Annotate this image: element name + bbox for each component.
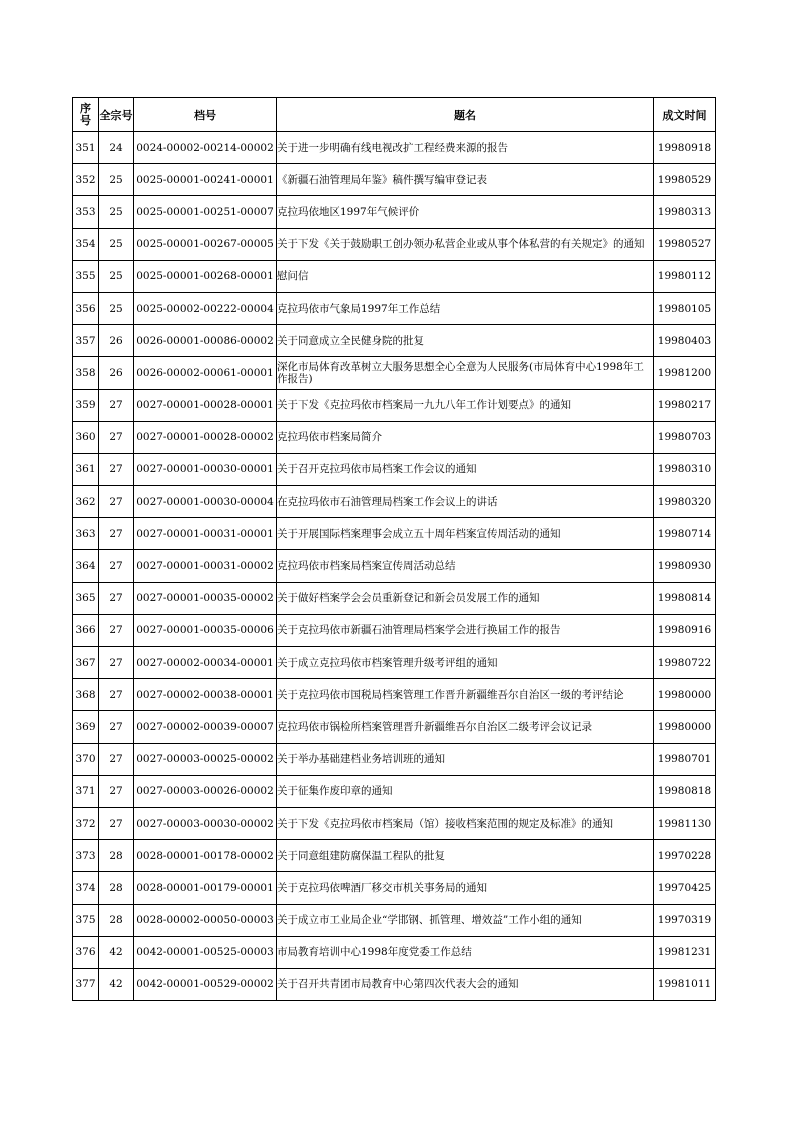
cell-index: 358 [73,357,99,389]
table-row [73,743,716,775]
cell-index: 357 [73,325,99,357]
cell-date: 19980105 [654,292,716,324]
cell-date: 19970425 [654,872,716,904]
cell-title: 关于召开共青团市局教育中心第四次代表大会的通知 [277,968,654,1000]
cell-title: 关于克拉玛依啤酒厂移交市机关事务局的通知 [277,872,654,904]
table-row [73,550,716,582]
cell-code: 0027-00001-00031-00002 [134,550,277,582]
cell-fonds: 25 [99,228,134,260]
cell-code: 0027-00002-00039-00007 [134,711,277,743]
cell-date: 19980722 [654,647,716,679]
cell-index: 366 [73,614,99,646]
cell-index: 377 [73,968,99,1000]
cell-fonds: 28 [99,872,134,904]
cell-code: 0026-00002-00061-00001 [134,357,277,389]
cell-fonds: 27 [99,775,134,807]
table-row [73,936,716,968]
cell-index: 371 [73,775,99,807]
cell-fonds: 27 [99,486,134,518]
cell-date: 19970319 [654,904,716,936]
cell-index: 365 [73,582,99,614]
cell-title: 克拉玛依市档案局简介 [277,421,654,453]
cell-title: 市局教育培训中心1998年度党委工作总结 [277,936,654,968]
header-title: 题名 [277,98,654,132]
cell-title: 关于下发《克拉玛依市档案局一九九八年工作计划要点》的通知 [277,389,654,421]
cell-title: 慰问信 [277,260,654,292]
cell-date: 19980320 [654,486,716,518]
cell-fonds: 27 [99,550,134,582]
cell-title: 克拉玛依市档案局档案宣传周活动总结 [277,550,654,582]
table-row [73,389,716,421]
cell-date: 19981130 [654,807,716,839]
cell-fonds: 25 [99,164,134,196]
cell-date: 19981231 [654,936,716,968]
cell-index: 369 [73,711,99,743]
cell-date: 19980000 [654,679,716,711]
cell-fonds: 27 [99,421,134,453]
table-row [73,872,716,904]
cell-date: 19980403 [654,325,716,357]
table-row [73,196,716,228]
table-row [73,164,716,196]
cell-title: 克拉玛依地区1997年气候评价 [277,196,654,228]
cell-title: 关于同意组建防腐保温工程队的批复 [277,840,654,872]
cell-fonds: 28 [99,840,134,872]
cell-date: 19970228 [654,840,716,872]
cell-index: 364 [73,550,99,582]
cell-date: 19980527 [654,228,716,260]
cell-code: 0027-00001-00035-00002 [134,582,277,614]
cell-fonds: 27 [99,614,134,646]
cell-fonds: 27 [99,807,134,839]
cell-date: 19980701 [654,743,716,775]
cell-fonds: 27 [99,647,134,679]
cell-index: 372 [73,807,99,839]
archive-table [72,97,716,1001]
cell-code: 0027-00001-00035-00006 [134,614,277,646]
cell-fonds: 42 [99,936,134,968]
table-row [73,807,716,839]
cell-code: 0042-00001-00529-00002 [134,968,277,1000]
cell-title: 关于召开克拉玛依市局档案工作会议的通知 [277,453,654,485]
cell-title: 关于做好档案学会会员重新登记和新会员发展工作的通知 [277,582,654,614]
table-row [73,968,716,1000]
cell-fonds: 42 [99,968,134,1000]
cell-index: 373 [73,840,99,872]
table-row [73,614,716,646]
table-row [73,775,716,807]
cell-fonds: 25 [99,292,134,324]
cell-title: 关于成立市工业局企业“学邯钢、抓管理、增效益”工作小组的通知 [277,904,654,936]
table-row [73,904,716,936]
header-row [73,98,716,132]
table-row [73,679,716,711]
table-row [73,518,716,550]
cell-code: 0025-00001-00267-00005 [134,228,277,260]
table-row [73,486,716,518]
cell-title: 关于举办基础建档业务培训班的通知 [277,743,654,775]
cell-fonds: 26 [99,325,134,357]
cell-date: 19980112 [654,260,716,292]
table-row [73,357,716,389]
table-row [73,711,716,743]
cell-date: 19980916 [654,614,716,646]
cell-code: 0027-00002-00038-00001 [134,679,277,711]
table-row [73,421,716,453]
cell-code: 0027-00003-00026-00002 [134,775,277,807]
cell-title: 关于克拉玛依市国税局档案管理工作晋升新疆维吾尔自治区一级的考评结论 [277,679,654,711]
cell-date: 19980217 [654,389,716,421]
table-row [73,325,716,357]
cell-fonds: 28 [99,904,134,936]
cell-title: 在克拉玛依市石油管理局档案工作会议上的讲话 [277,486,654,518]
cell-index: 363 [73,518,99,550]
cell-index: 361 [73,453,99,485]
cell-index: 375 [73,904,99,936]
cell-date: 19980930 [654,550,716,582]
cell-index: 374 [73,872,99,904]
cell-fonds: 27 [99,582,134,614]
cell-title: 关于同意成立全民健身院的批复 [277,325,654,357]
cell-title: 关于成立克拉玛依市档案管理升级考评组的通知 [277,647,654,679]
table-row [73,647,716,679]
header-date: 成文时间 [654,98,716,132]
cell-code: 0025-00001-00251-00007 [134,196,277,228]
cell-date: 19981011 [654,968,716,1000]
cell-index: 356 [73,292,99,324]
cell-title: 关于开展国际档案理事会成立五十周年档案宣传周活动的通知 [277,518,654,550]
cell-code: 0025-00002-00222-00004 [134,292,277,324]
cell-date: 19980814 [654,582,716,614]
cell-title: 关于进一步明确有线电视改扩工程经费来源的报告 [277,132,654,164]
table-header [73,98,716,132]
table-row [73,260,716,292]
table-row [73,292,716,324]
cell-date: 19980818 [654,775,716,807]
cell-index: 368 [73,679,99,711]
cell-fonds: 27 [99,389,134,421]
cell-index: 370 [73,743,99,775]
cell-title: 关于下发《克拉玛依市档案局（馆）接收档案范围的规定及标准》的通知 [277,807,654,839]
cell-date: 19980313 [654,196,716,228]
cell-code: 0028-00001-00178-00002 [134,840,277,872]
cell-fonds: 27 [99,679,134,711]
cell-index: 362 [73,486,99,518]
cell-date: 19980000 [654,711,716,743]
cell-date: 19980714 [654,518,716,550]
cell-date: 19980310 [654,453,716,485]
cell-index: 352 [73,164,99,196]
cell-fonds: 27 [99,518,134,550]
cell-code: 0027-00001-00028-00001 [134,389,277,421]
cell-title: 关于征集作废印章的通知 [277,775,654,807]
cell-code: 0028-00002-00050-00003 [134,904,277,936]
cell-title: 克拉玛依市锅检所档案管理晋升新疆维吾尔自治区二级考评会议记录 [277,711,654,743]
cell-index: 351 [73,132,99,164]
cell-code: 0025-00001-00268-00001 [134,260,277,292]
cell-index: 354 [73,228,99,260]
cell-code: 0027-00001-00030-00001 [134,453,277,485]
header-fonds: 全宗号 [99,98,134,132]
table-row [73,582,716,614]
cell-index: 359 [73,389,99,421]
table-body [73,132,716,1001]
cell-code: 0027-00003-00030-00002 [134,807,277,839]
table-row [73,840,716,872]
table-row [73,132,716,164]
header-code: 档号 [134,98,277,132]
cell-title: 关于下发《关于鼓励职工创办领办私营企业或从事个体私营的有关规定》的通知 [277,228,654,260]
cell-fonds: 25 [99,260,134,292]
cell-index: 355 [73,260,99,292]
cell-title: 克拉玛依市气象局1997年工作总结 [277,292,654,324]
cell-code: 0026-00001-00086-00002 [134,325,277,357]
cell-date: 19981200 [654,357,716,389]
cell-date: 19980529 [654,164,716,196]
cell-code: 0027-00001-00028-00002 [134,421,277,453]
cell-code: 0025-00001-00241-00001 [134,164,277,196]
table-row [73,453,716,485]
table-row [73,228,716,260]
cell-code: 0024-00002-00214-00002 [134,132,277,164]
cell-date: 19980918 [654,132,716,164]
cell-date: 19980703 [654,421,716,453]
cell-code: 0027-00003-00025-00002 [134,743,277,775]
cell-title: 深化市局体育改革树立大服务思想全心全意为人民服务(市局体育中心1998年工作报告) [277,357,654,389]
cell-index: 367 [73,647,99,679]
cell-fonds: 27 [99,453,134,485]
cell-fonds: 27 [99,711,134,743]
cell-code: 0042-00001-00525-00003 [134,936,277,968]
cell-code: 0027-00001-00031-00001 [134,518,277,550]
cell-code: 0027-00001-00030-00004 [134,486,277,518]
cell-code: 0027-00002-00034-00001 [134,647,277,679]
cell-index: 360 [73,421,99,453]
cell-title: 关于克拉玛依市新疆石油管理局档案学会进行换届工作的报告 [277,614,654,646]
cell-fonds: 27 [99,743,134,775]
cell-code: 0028-00001-00179-00001 [134,872,277,904]
cell-fonds: 25 [99,196,134,228]
cell-title: 《新疆石油管理局年鉴》稿件撰写编审登记表 [277,164,654,196]
header-index: 序号 [73,98,99,132]
cell-index: 353 [73,196,99,228]
cell-fonds: 24 [99,132,134,164]
cell-fonds: 26 [99,357,134,389]
cell-index: 376 [73,936,99,968]
